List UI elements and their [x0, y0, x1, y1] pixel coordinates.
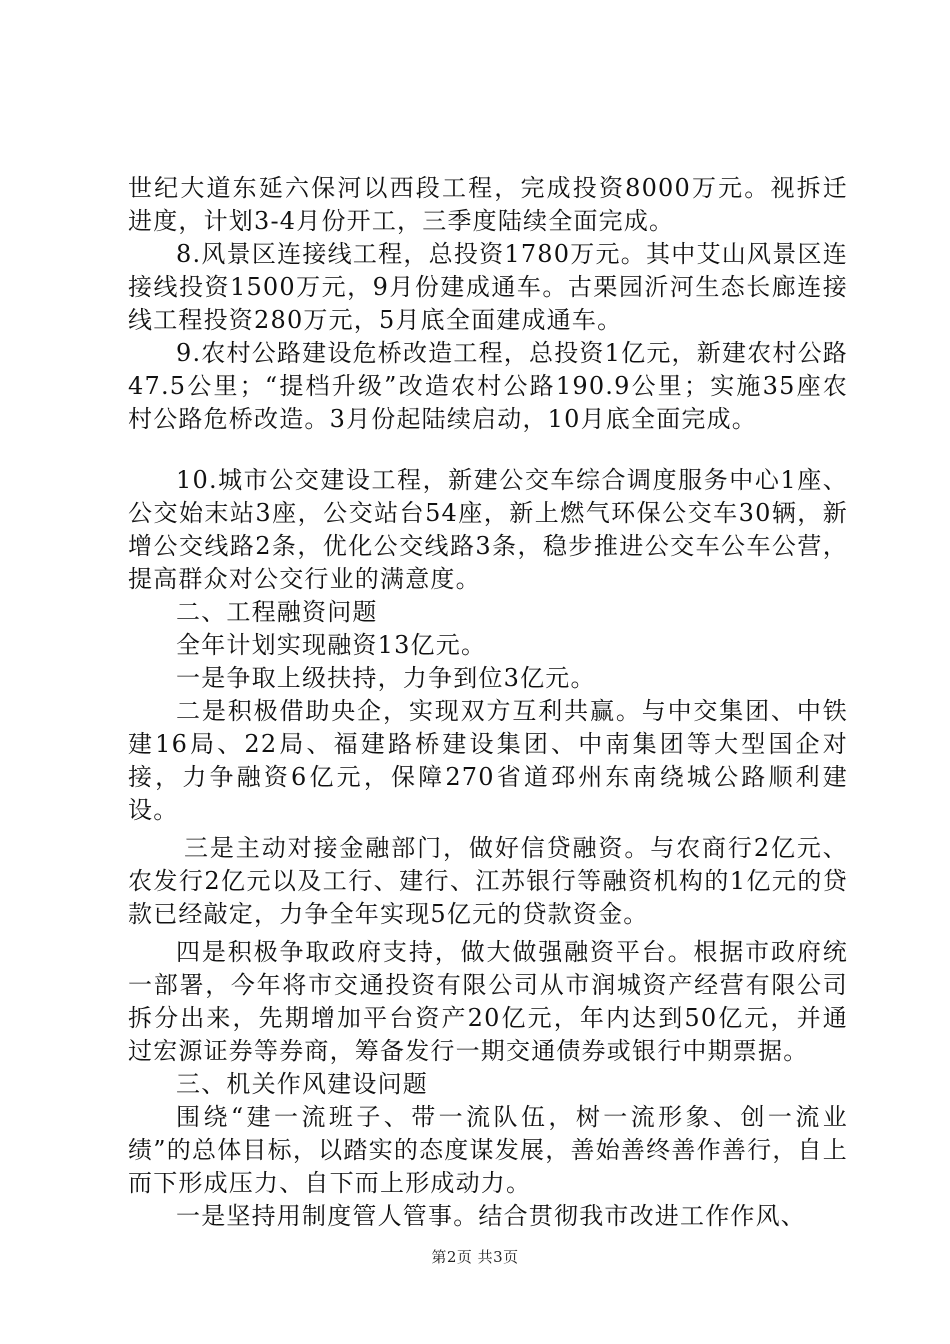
- paragraph-item-8: 8.风景区连接线工程，总投资1780万元。其中艾山风景区连接线投资1500万元，9月份建成通车。古栗园沂河生态长廊连接线工程投资280万元，5月底全面建成通车。: [128, 240, 848, 334]
- document-body: [128, 172, 848, 1233]
- section-heading-conduct: 三、机关作风建设问题: [176, 1070, 428, 1098]
- paragraph-item-9: 9.农村公路建设危桥改造工程，总投资1亿元，新建农村公路47.5公里；“提档升级”改造农村公路190.9公里；实施35座农村公路危桥改造。3月份起陆续启动，10月底全面完成。: [128, 339, 848, 433]
- page-footer: 第2页 共3页: [431, 1248, 519, 1266]
- paragraph-financing-point-3: 三是主动对接金融部门，做好信贷融资。与农商行2亿元、农发行2亿元以及工行、建行、江苏银行等融资机构的1亿元的贷款已经敲定，力争全年实现5亿元的贷款资金。: [128, 834, 848, 928]
- paragraph-financing-point-1: 一是争取上级扶持，力争到位3亿元。: [176, 664, 596, 692]
- paragraph-conduct-goal: 围绕“建一流班子、带一流队伍，树一流形象、创一流业绩”的总体目标，以踏实的态度谋发展，善始善终善作善行，自上而下形成压力、自下而上形成动力。: [128, 1103, 848, 1197]
- paragraph-financing-total: 全年计划实现融资13亿元。: [176, 631, 487, 659]
- paragraph-item-10: 10.城市公交建设工程，新建公交车综合调度服务中心1座、公交始末站3座，公交站台54座，新上燃气环保公交车30辆，新增公交线路2条，优化公交线路3条，稳步推进公交车公车公营，提高群众对公交行业的满意度。: [128, 466, 848, 593]
- paragraph-conduct-point-1: 一是坚持用制度管人管事。结合贯彻我市改进工作作风、: [176, 1202, 806, 1230]
- paragraph-financing-point-4: 四是积极争取政府支持，做大做强融资平台。根据市政府统一部署，今年将市交通投资有限公司从市润城资产经营有限公司拆分出来，先期增加平台资产20亿元，年内达到50亿元，并通过宏源证券等券商，筹备发行一期交通债券或银行中期票据。: [128, 938, 848, 1065]
- paragraph-financing-point-2: 二是积极借助央企，实现双方互利共赢。与中交集团、中铁建16局、22局、福建路桥建设集团、中南集团等大型国企对接，力争融资6亿元，保障270省道邳州东南绕城公路顺利建设。: [128, 697, 848, 824]
- section-heading-financing: 二、工程融资问题: [176, 598, 378, 626]
- paragraph-continuation: 世纪大道东延六保河以西段工程，完成投资8000万元。视拆迁进度，计划3-4月份开工，三季度陆续全面完成。: [128, 174, 848, 235]
